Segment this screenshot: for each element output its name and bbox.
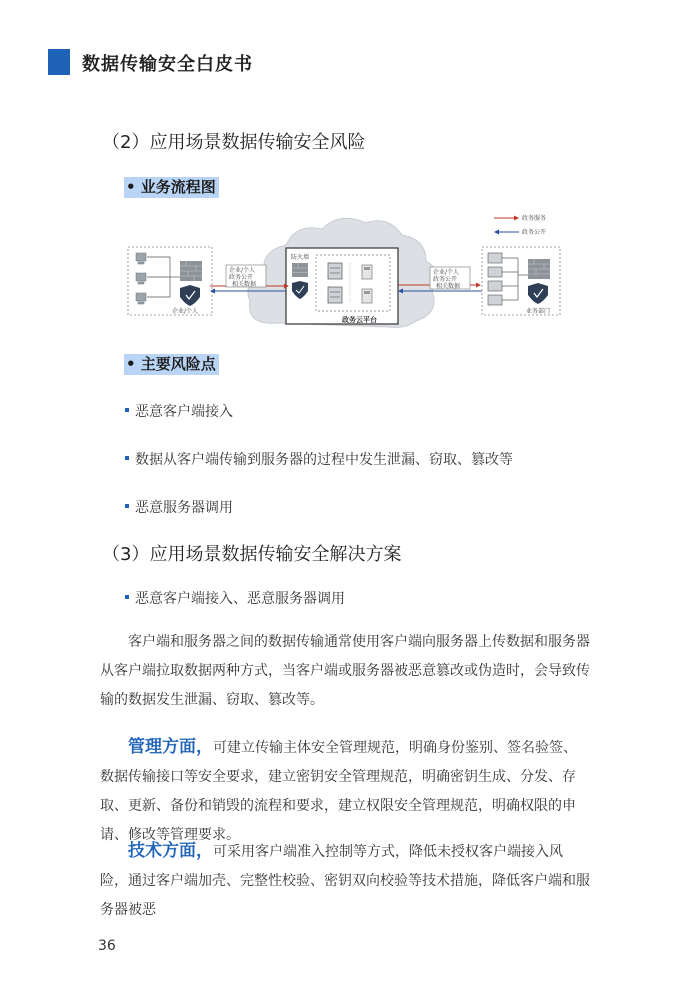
management-text: 可建立传输主体安全管理规范，明确身份鉴别、签名验签、数据传输接口等安全要求，建立密钥安全管理规范，明确密钥生成、分发、存取、更新、备份和销毁的流程和要求，建立权限安全管理规范，明确权限的申请、修改等管理要求。 <box>100 740 577 843</box>
business-flow-diagram <box>126 205 562 345</box>
page-number: 36 <box>98 938 116 954</box>
client-computer-icons <box>136 253 146 304</box>
risk-heading: • 主要风险点 <box>124 354 219 375</box>
right-data-line-3: 相关数据 <box>436 283 461 290</box>
section-3-title: （3）应用场景数据传输安全解决方案 <box>102 544 402 565</box>
bullet-marker <box>125 595 129 599</box>
management-keyword: 管理方面， <box>128 737 213 757</box>
firewall-label: 防火墙 <box>291 254 310 261</box>
left-data-line-2: 政务公开 <box>229 274 254 281</box>
paragraph-management <box>100 733 590 850</box>
paragraph-technology <box>100 837 590 925</box>
left-group-label: 企业/个人 <box>172 308 199 315</box>
bullet-marker <box>125 504 129 508</box>
section-2-title: （2）应用场景数据传输安全风险 <box>102 132 366 153</box>
technology-keyword: 技术方面， <box>128 841 213 861</box>
document-title: 数据传输安全白皮书 <box>82 54 253 75</box>
paragraph-overview <box>100 628 590 715</box>
cloud-platform-label: 政务云平台 <box>342 316 377 324</box>
right-group-label: 业务部门 <box>526 308 551 315</box>
bullet-marker <box>125 456 129 460</box>
right-data-line-2: 政务公开 <box>433 276 458 283</box>
solution-bullet: 恶意客户端接入、恶意服务器调用 <box>125 588 345 608</box>
legend-service-label: 政务服务 <box>522 215 547 222</box>
risk-item: 数据从客户端传输到服务器的过程中发生泄漏、窃取、篡改等 <box>125 449 513 469</box>
legend-public-label: 政务公开 <box>522 229 547 236</box>
flow-heading: • 业务流程图 <box>124 177 219 198</box>
risk-item: 恶意客户端接入 <box>125 401 233 421</box>
bullet-marker <box>125 408 129 412</box>
left-data-line-3: 相关数据 <box>232 281 257 288</box>
technology-text: 可采用客户端准入控制等方式，降低未授权客户端接入风险，通过客户端加壳、完整性校验、密钥双向校验等技术措施，降低客户端和服务器被恶 <box>100 844 590 918</box>
cloud-firewall-icon <box>292 263 308 277</box>
left-shield-icon <box>180 285 200 306</box>
left-data-line-1: 企业/个人 <box>229 267 256 274</box>
header-accent-block <box>48 49 70 75</box>
flow-diagram-svg <box>126 205 562 345</box>
paragraph-1-text: 客户端和服务器之间的数据传输通常使用客户端向服务器上传数据和服务器从客户端拉取数据两种方式，当客户端或服务器被恶意篡改或伪造时，会导致传输的数据发生泄漏、窃取、篡改等。 <box>100 634 590 708</box>
department-server-icons <box>488 253 502 305</box>
right-data-line-1: 企业/个人 <box>433 269 460 276</box>
risk-item: 恶意服务器调用 <box>125 497 233 517</box>
right-shield-icon <box>528 283 548 304</box>
